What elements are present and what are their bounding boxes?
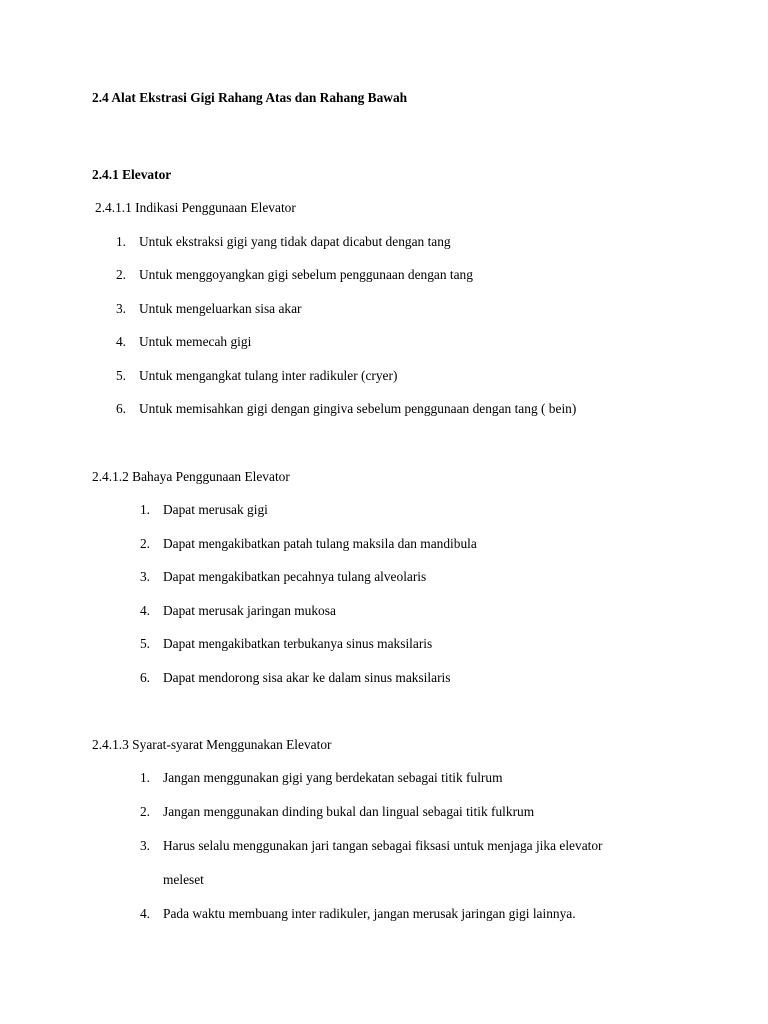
list-item-number: 5. bbox=[139, 636, 150, 651]
list-item: Dapat mengakibatkan terbukanya sinus maksilaris bbox=[163, 636, 433, 651]
list-item: Dapat merusak gigi bbox=[163, 502, 268, 517]
list-item-number: 5. bbox=[115, 368, 126, 383]
list-item: Dapat mengakibatkan patah tulang maksila dan mandibula bbox=[163, 536, 477, 551]
list-item-number: 6. bbox=[139, 670, 150, 685]
list-item-number: 1. bbox=[115, 234, 126, 249]
main-heading: 2.4 Alat Ekstrasi Gigi Rahang Atas dan Rahang Bawah bbox=[92, 90, 408, 105]
list-item: Dapat mengakibatkan pecahnya tulang alveolaris bbox=[163, 569, 427, 584]
list-item-number: 4. bbox=[139, 906, 150, 921]
list-item: Untuk mengangkat tulang inter radikuler (cryer) bbox=[139, 368, 398, 383]
list-item: Harus selalu menggunakan jari tangan sebagai fiksasi untuk menjaga jika elevator bbox=[163, 838, 603, 853]
list-item: Untuk memisahkan gigi dengan gingiva sebelum penggunaan dengan tang ( bein) bbox=[139, 401, 577, 416]
list-item: Dapat merusak jaringan mukosa bbox=[163, 603, 336, 618]
list-item-number: 4. bbox=[115, 334, 126, 349]
list-item-number: 3. bbox=[115, 301, 126, 316]
list-item-number: 1. bbox=[139, 770, 150, 785]
list-item: Jangan menggunakan dinding bukal dan lingual sebagai titik fulkrum bbox=[163, 804, 535, 819]
list-item: Pada waktu membuang inter radikuler, jangan merusak jaringan gigi lainnya. bbox=[163, 906, 576, 921]
list-item-number: 6. bbox=[115, 401, 126, 416]
list-item-number: 2. bbox=[115, 267, 126, 282]
list-item: Untuk ekstraksi gigi yang tidak dapat dicabut dengan tang bbox=[139, 234, 451, 249]
section-title-bahaya: 2.4.1.2 Bahaya Penggunaan Elevator bbox=[92, 469, 290, 484]
list-item-number: 3. bbox=[139, 838, 150, 853]
list-item-number: 3. bbox=[139, 569, 150, 584]
list-item-number: 4. bbox=[139, 603, 150, 618]
section-title-syarat: 2.4.1.3 Syarat-syarat Menggunakan Elevator bbox=[92, 737, 332, 752]
list-item-number: 1. bbox=[139, 502, 150, 517]
section-title-indikasi: 2.4.1.1 Indikasi Penggunaan Elevator bbox=[95, 200, 296, 215]
list-item: Untuk menggoyangkan gigi sebelum penggunaan dengan tang bbox=[139, 267, 473, 282]
sub-heading: 2.4.1 Elevator bbox=[92, 167, 172, 182]
list-item-continuation: meleset bbox=[163, 872, 204, 887]
list-item-number: 2. bbox=[139, 536, 150, 551]
list-item: Untuk mengeluarkan sisa akar bbox=[139, 301, 302, 316]
list-item-number: 2. bbox=[139, 804, 150, 819]
list-item: Dapat mendorong sisa akar ke dalam sinus maksilaris bbox=[163, 670, 451, 685]
list-item: Jangan menggunakan gigi yang berdekatan sebagai titik fulrum bbox=[163, 770, 503, 785]
list-item: Untuk memecah gigi bbox=[139, 334, 252, 349]
